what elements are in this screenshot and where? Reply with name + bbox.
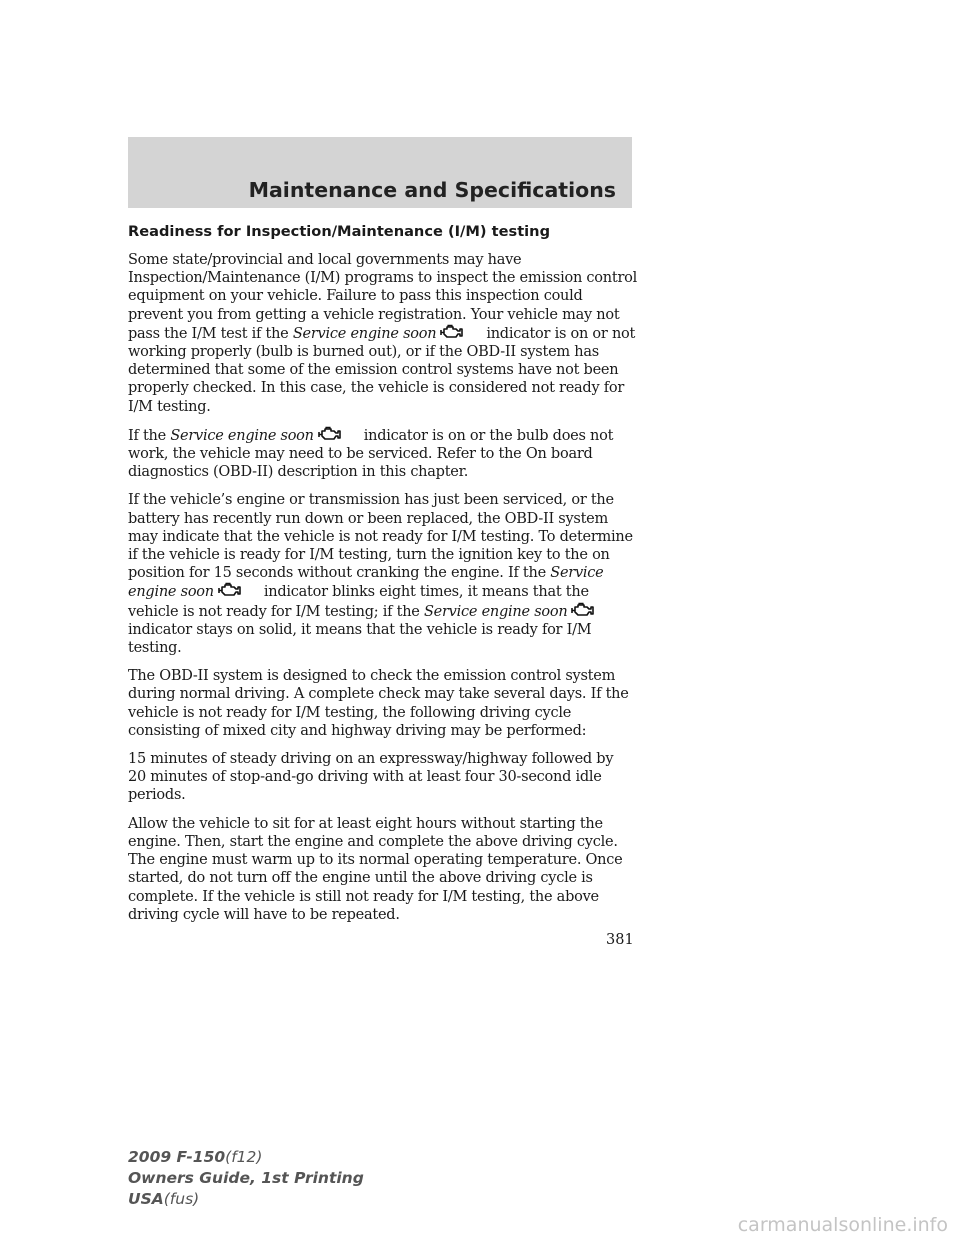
print-footer [128, 1147, 364, 1210]
footer-guide-line: Owners Guide, 1st Printing [128, 1169, 364, 1187]
paragraph-5: 15 minutes of steady driving on an expressway/highway followed by 20 minutes of stop-and-go driving with at least four 30-second idle periods. [128, 751, 614, 804]
footer-region-line: USA(fus) [128, 1190, 200, 1208]
check-engine-icon [316, 426, 342, 442]
check-engine-icon [438, 324, 464, 340]
check-engine-icon [569, 602, 595, 618]
section-heading: Readiness for Inspection/Maintenance (I/M) testing [128, 223, 551, 240]
paragraph-2: If the Service engine soon indicator is on or the bulb does not work, the vehicle may need to be serviced. Refer to the On board diagnostics (OBD-II) description in this chapter. [128, 427, 614, 481]
section-header-band [128, 137, 632, 208]
indicator-term: Service engine soon [170, 427, 314, 444]
indicator-term: Service engine soon [292, 325, 437, 342]
section-title: Maintenance and Specifications [248, 178, 616, 202]
paragraph-3: If the vehicle’s engine or transmission has just been serviced, or the battery has recently run down or been replaced, the OBD-II system may indicate that the vehicle is not ready for I/M testing. To determine if the vehicle is ready for I/M testing, turn the ignition key to the on position for 15 seconds without cranking the engine. If the Service engine soon indicator blinks eight times, it means that the vehicle is not ready for I/M testing; if the Service engine soon indicator stays on solid, it means that the vehicle is ready for I/M testing. [128, 492, 633, 657]
paragraph-1: Some state/provincial and local governments may have Inspection/Maintenance (I/M) programs to inspect the emission control equipment on your vehicle. Failure to pass this inspection could prevent you from getting a vehicle registration. Your vehicle may not pass the I/M test if the Service engine soon indicator is on or not working properly (bulb is burned out), or if the OBD-II system has determined that some of the emission control systems have not been properly checked. In this case, the vehicle is considered not ready for I/M testing. [128, 252, 637, 415]
check-engine-icon [216, 582, 242, 598]
indicator-term: Service engine [128, 565, 604, 601]
indicator-term: soon [180, 584, 214, 601]
footer-model-line: 2009 F-150(f12) [128, 1148, 263, 1166]
paragraph-6: Allow the vehicle to sit for at least eight hours without starting the engine. Then, start the engine and complete the above driving cycle. The engine must warm up to its normal operating temperature. Once started, do not turn off the engine until the above driving cycle is complete. If the vehicle is still not ready for I/M testing, the above driving cycle will have to be repeated. [128, 815, 623, 923]
paragraph-4: The OBD-II system is designed to check the emission control system during normal driving. A complete check may take several days. If the vehicle is not ready for I/M testing, the following driving cycle consisting of mixed city and highway driving may be performed: [128, 668, 629, 739]
page-number: 381 [606, 932, 634, 948]
indicator-term: Service engine soon [423, 603, 568, 620]
watermark: carmanualsonline.info [737, 1214, 948, 1236]
page-content [128, 222, 638, 934]
